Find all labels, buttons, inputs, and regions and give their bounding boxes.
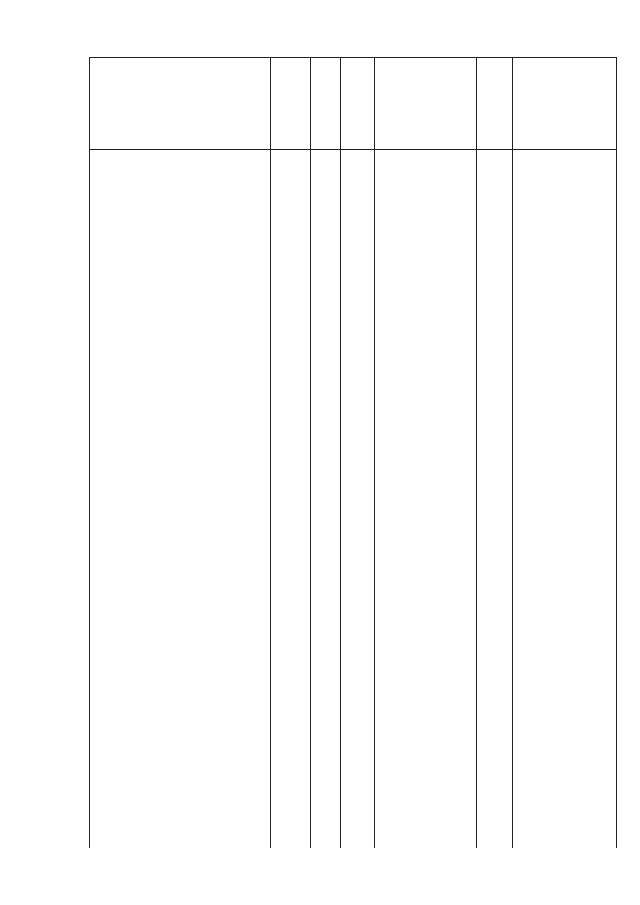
- header-podrazdel: [340, 58, 374, 149]
- header-divider: [90, 149, 616, 150]
- header-summa: [512, 58, 616, 149]
- header-vedomstvo: [270, 58, 310, 149]
- header-celevaya-statya: [374, 58, 476, 149]
- header-gruppa-vida-rashodov: [476, 58, 512, 149]
- column-divider: [512, 58, 513, 848]
- header-razdel: [310, 58, 340, 149]
- column-divider: [270, 58, 271, 848]
- header-name: [90, 58, 270, 149]
- column-divider: [476, 58, 477, 848]
- column-divider: [310, 58, 311, 848]
- column-divider: [340, 58, 341, 848]
- header-celevaya-statya-label: [411, 78, 439, 130]
- header-gruppa-label: [480, 64, 508, 144]
- budget-table: [89, 57, 617, 848]
- column-divider: [374, 58, 375, 848]
